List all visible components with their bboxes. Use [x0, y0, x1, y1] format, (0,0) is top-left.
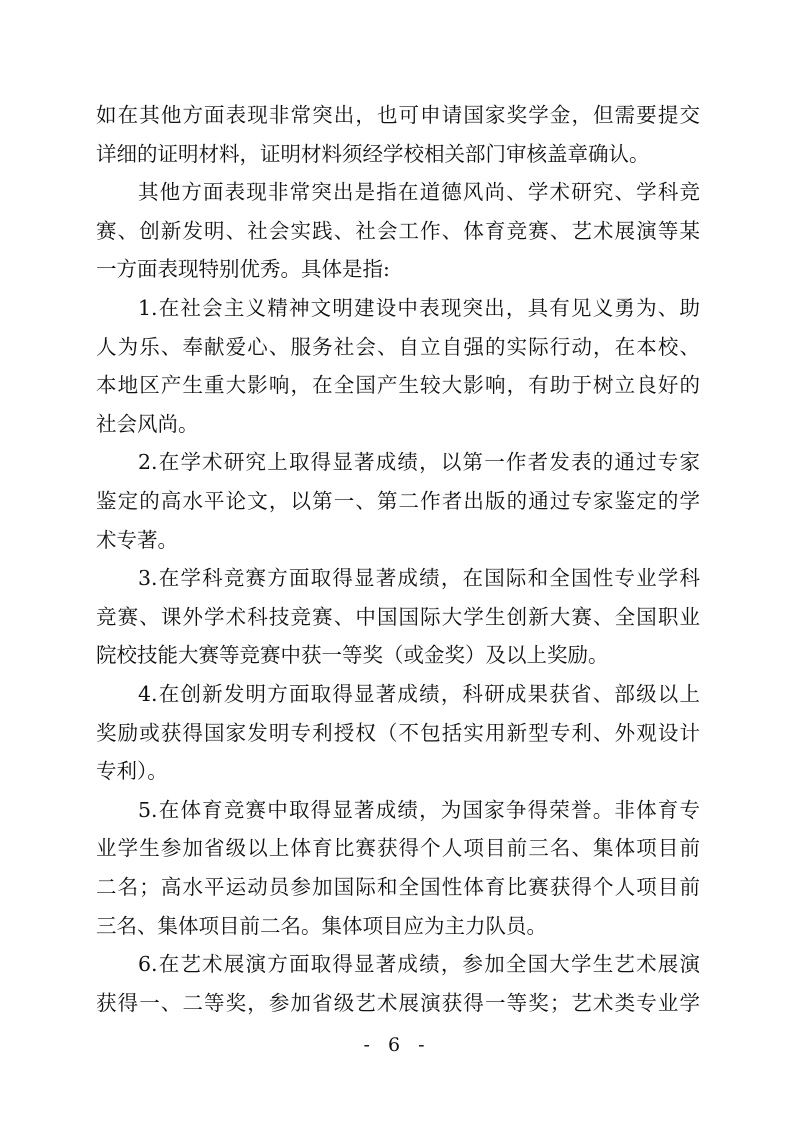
text-line: 专利）。 [96, 759, 168, 784]
text-line: 术专著。 [96, 527, 178, 552]
text-line: 4.在创新发明方面取得显著成绩，科研成果获省、部级以上 [138, 682, 700, 706]
text-line: 6.在艺术展演方面取得显著成绩，参加全国大学生艺术展演 [138, 952, 700, 977]
text-line: 详细的证明材料，证明材料须经学校相关部门审核盖章确认。 [96, 141, 650, 166]
text-line: 一方面表现特别优秀。具体是指: [96, 257, 390, 282]
text-line: 三名、集体项目前二名。集体项目应为主力队员。 [96, 913, 547, 938]
text-line: 其他方面表现非常突出是指在道德风尚、学术研究、学科竞 [138, 180, 700, 205]
text-line: 如在其他方面表现非常突出，也可申请国家奖学金，但需要提交 [96, 103, 700, 127]
text-line: 业学生参加省级以上体育比赛获得个人项目前三名、集体项目前 [96, 836, 700, 861]
text-line: 3.在学科竞赛方面取得显著成绩，在国际和全国性专业学科 [138, 566, 700, 591]
page-number: - 6 - [363, 1034, 431, 1057]
text-line: 获得一、二等奖，参加省级艺术展演获得一等奖；艺术类专业学 [96, 990, 700, 1015]
text-line: 鉴定的高水平论文，以第一、第二作者出版的通过专家鉴定的学 [96, 489, 700, 513]
text-line: 奖励或获得国家发明专利授权（不包括实用新型专利、外观设计 [96, 720, 700, 745]
text-line: 竞赛、课外学术科技竞赛、中国国际大学生创新大赛、全国职业 [96, 604, 700, 629]
text-line: 5.在体育竞赛中取得显著成绩，为国家争得荣誉。非体育专 [138, 797, 700, 822]
text-line: 本地区产生重大影响，在全国产生较大影响，有助于树立良好的 [96, 373, 700, 398]
text-line: 二名；高水平运动员参加国际和全国性体育比赛获得个人项目前 [96, 875, 700, 899]
text-line: 赛、创新发明、社会实践、社会工作、体育竞赛、艺术展演等某 [96, 218, 700, 243]
text-line: 人为乐、奉献爱心、服务社会、自立自强的实际行动，在本校、 [96, 334, 700, 359]
text-line: 院校技能大赛等竞赛中获一等奖（或金奖）及以上奖励。 [96, 643, 609, 668]
text-line: 2.在学术研究上取得显著成绩，以第一作者发表的通过专家 [138, 450, 700, 475]
text-line: 社会风尚。 [96, 411, 199, 436]
text-line: 1.在社会主义精神文明建设中表现突出，具有见义勇为、助 [138, 296, 700, 320]
